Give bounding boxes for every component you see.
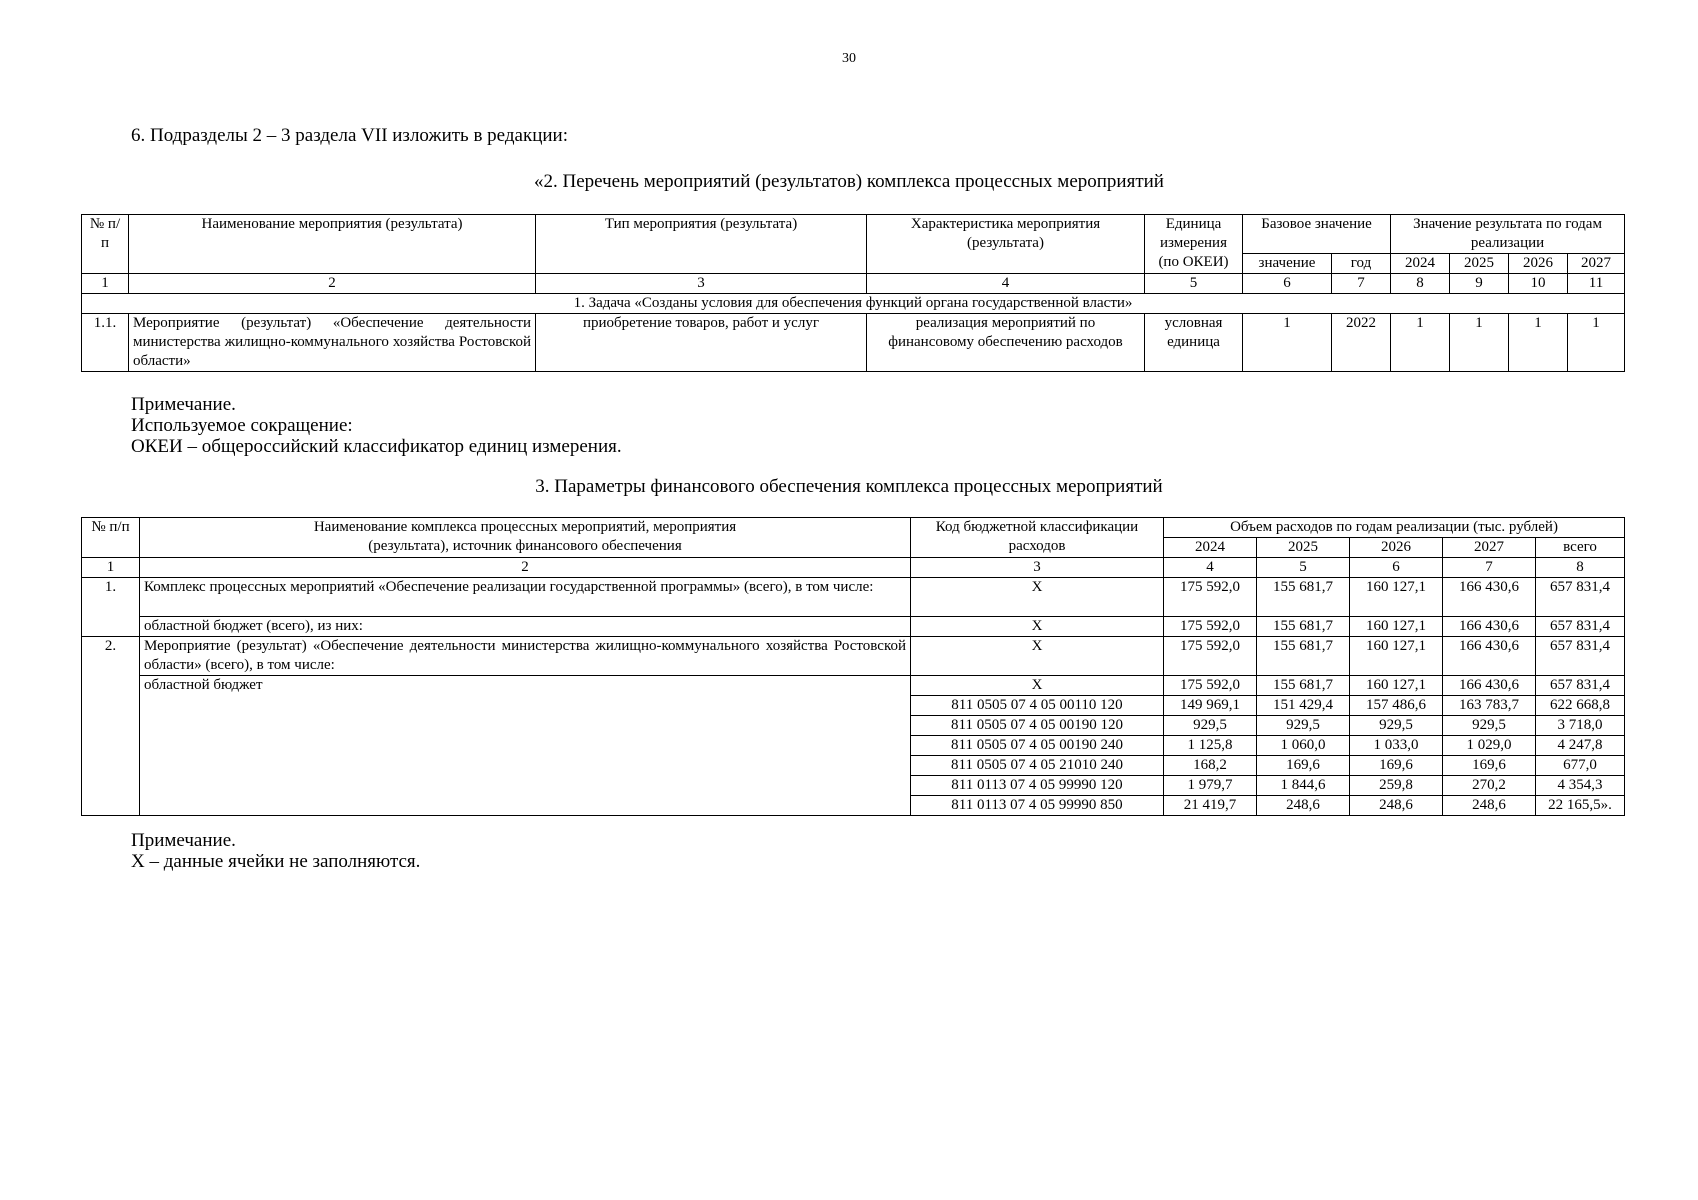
header-unit: Единица измерения (по ОКЕИ) <box>1145 215 1243 274</box>
value-2026: 929,5 <box>1350 716 1443 736</box>
value-2026: 157 486,6 <box>1350 696 1443 716</box>
value-2024: 168,2 <box>1164 756 1257 776</box>
col-number: 6 <box>1243 274 1332 294</box>
header-num: № п/п <box>82 518 140 558</box>
group2-sub-name: областной бюджет <box>140 676 911 816</box>
row-character: реализация мероприятий по финансовому обеспечению расходов <box>867 314 1145 372</box>
budget-code: X <box>911 676 1164 696</box>
header-base-year: год <box>1332 254 1391 274</box>
section3-title: 3. Параметры финансового обеспечения комплекса процессных мероприятий <box>535 476 1163 497</box>
col-number: 1 <box>82 274 129 294</box>
value-2024: 1 979,7 <box>1164 776 1257 796</box>
note2-line1: X – данные ячейки не заполняются. <box>131 851 421 872</box>
page-number: 30 <box>842 51 856 66</box>
value-2027: 248,6 <box>1443 796 1536 816</box>
group1-sub-name: областной бюджет (всего), из них: <box>140 617 911 637</box>
table-row <box>82 617 1625 637</box>
row-name: Мероприятие (результат) «Обеспечение деятельности министерства жилищно-коммунального хозяйства Ростовской области» <box>129 314 536 372</box>
col-number: 2 <box>129 274 536 294</box>
budget-code: 811 0505 07 4 05 00190 240 <box>911 736 1164 756</box>
row-2027: 1 <box>1568 314 1625 372</box>
group2-code: X <box>911 637 1164 676</box>
value-2024: 149 969,1 <box>1164 696 1257 716</box>
col-number: 7 <box>1332 274 1391 294</box>
header-name: Наименование комплекса процессных мероприятий, мероприятия (результата), источник финансового обеспечения <box>140 518 911 558</box>
header-year-2024: 2024 <box>1391 254 1450 274</box>
header-total: всего <box>1536 538 1625 558</box>
value-2027: 163 783,7 <box>1443 696 1536 716</box>
task-row: 1. Задача «Созданы условия для обеспечения функций органа государственной власти» <box>82 294 1625 314</box>
activities-table <box>81 214 1625 372</box>
value-2024: 175 592,0 <box>1164 676 1257 696</box>
header-year-2027: 2027 <box>1568 254 1625 274</box>
group1-sub-2027: 166 430,6 <box>1443 617 1536 637</box>
value-total: 4 247,8 <box>1536 736 1625 756</box>
group2-2024: 175 592,0 <box>1164 637 1257 676</box>
header-year-2027: 2027 <box>1443 538 1536 558</box>
col-number: 8 <box>1536 558 1625 578</box>
header-name: Наименование мероприятия (результата) <box>129 215 536 274</box>
value-2026: 169,6 <box>1350 756 1443 776</box>
value-2026: 259,8 <box>1350 776 1443 796</box>
group1-sub-total: 657 831,4 <box>1536 617 1625 637</box>
table-row <box>82 637 1625 676</box>
table-row <box>82 314 1625 372</box>
value-2024: 1 125,8 <box>1164 736 1257 756</box>
header-year-2026: 2026 <box>1509 254 1568 274</box>
budget-code: 811 0113 07 4 05 99990 850 <box>911 796 1164 816</box>
col-number: 9 <box>1450 274 1509 294</box>
value-total: 22 165,5». <box>1536 796 1625 816</box>
budget-code: 811 0113 07 4 05 99990 120 <box>911 776 1164 796</box>
value-2024: 929,5 <box>1164 716 1257 736</box>
col-number: 1 <box>82 558 140 578</box>
intro-paragraph: 6. Подразделы 2 – 3 раздела VII изложить в редакции: <box>131 125 568 146</box>
group1-name: Комплекс процессных мероприятий «Обеспечение реализации государственной программы» (всего), в том числе: <box>140 578 911 617</box>
header-year-2026: 2026 <box>1350 538 1443 558</box>
budget-code: 811 0505 07 4 05 00110 120 <box>911 696 1164 716</box>
value-total: 677,0 <box>1536 756 1625 776</box>
value-2026: 160 127,1 <box>1350 676 1443 696</box>
value-2024: 21 419,7 <box>1164 796 1257 816</box>
group1-num: 1. <box>82 578 140 637</box>
group1-2026: 160 127,1 <box>1350 578 1443 617</box>
col-number: 5 <box>1257 558 1350 578</box>
value-total: 657 831,4 <box>1536 676 1625 696</box>
header-base: Базовое значение <box>1243 215 1391 254</box>
value-2026: 248,6 <box>1350 796 1443 816</box>
value-2027: 1 029,0 <box>1443 736 1536 756</box>
budget-code: 811 0505 07 4 05 00190 120 <box>911 716 1164 736</box>
group2-total: 657 831,4 <box>1536 637 1625 676</box>
header-volume: Объем расходов по годам реализации (тыс. рублей) <box>1164 518 1625 538</box>
col-number: 5 <box>1145 274 1243 294</box>
table-row <box>82 578 1625 617</box>
note1-line2: ОКЕИ – общероссийский классификатор единиц измерения. <box>131 436 622 457</box>
header-type: Тип мероприятия (результата) <box>536 215 867 274</box>
header-year-2025: 2025 <box>1450 254 1509 274</box>
value-2027: 270,2 <box>1443 776 1536 796</box>
value-2025: 169,6 <box>1257 756 1350 776</box>
finance-table <box>81 517 1625 816</box>
header-base-value: значение <box>1243 254 1332 274</box>
value-2025: 151 429,4 <box>1257 696 1350 716</box>
table-row <box>82 676 1625 696</box>
value-2025: 248,6 <box>1257 796 1350 816</box>
value-total: 622 668,8 <box>1536 696 1625 716</box>
group1-total: 657 831,4 <box>1536 578 1625 617</box>
col-number: 7 <box>1443 558 1536 578</box>
note2-title: Примечание. <box>131 830 236 851</box>
note1-line1: Используемое сокращение: <box>131 415 353 436</box>
section2-title: «2. Перечень мероприятий (результатов) комплекса процессных мероприятий <box>534 171 1164 192</box>
row-2025: 1 <box>1450 314 1509 372</box>
col-number: 8 <box>1391 274 1450 294</box>
row-2026: 1 <box>1509 314 1568 372</box>
value-2026: 1 033,0 <box>1350 736 1443 756</box>
group2-2026: 160 127,1 <box>1350 637 1443 676</box>
col-number: 4 <box>1164 558 1257 578</box>
col-number: 11 <box>1568 274 1625 294</box>
value-2025: 1 060,0 <box>1257 736 1350 756</box>
value-2025: 155 681,7 <box>1257 676 1350 696</box>
header-year-2024: 2024 <box>1164 538 1257 558</box>
header-num: № п/п <box>82 215 129 274</box>
group1-2027: 166 430,6 <box>1443 578 1536 617</box>
value-2025: 929,5 <box>1257 716 1350 736</box>
header-code: Код бюджетной классификации расходов <box>911 518 1164 558</box>
row-type: приобретение товаров, работ и услуг <box>536 314 867 372</box>
header-result: Значение результата по годам реализации <box>1391 215 1625 254</box>
group2-name: Мероприятие (результат) «Обеспечение деятельности министерства жилищно-коммунального хозяйства Ростовской области» (всего), в том числе: <box>140 637 911 676</box>
row-base-value: 1 <box>1243 314 1332 372</box>
value-total: 3 718,0 <box>1536 716 1625 736</box>
budget-code: 811 0505 07 4 05 21010 240 <box>911 756 1164 776</box>
row-base-year: 2022 <box>1332 314 1391 372</box>
header-year-2025: 2025 <box>1257 538 1350 558</box>
col-number: 6 <box>1350 558 1443 578</box>
group2-num: 2. <box>82 637 140 816</box>
group1-sub-2024: 175 592,0 <box>1164 617 1257 637</box>
group1-sub-2025: 155 681,7 <box>1257 617 1350 637</box>
value-2025: 1 844,6 <box>1257 776 1350 796</box>
row-unit: условная единица <box>1145 314 1243 372</box>
col-number: 3 <box>536 274 867 294</box>
group1-code: X <box>911 578 1164 617</box>
value-2027: 169,6 <box>1443 756 1536 776</box>
column-numbers-row <box>82 558 1625 578</box>
row-num: 1.1. <box>82 314 129 372</box>
header-character: Характеристика мероприятия (результата) <box>867 215 1145 274</box>
group1-sub-code: X <box>911 617 1164 637</box>
value-2027: 166 430,6 <box>1443 676 1536 696</box>
col-number: 10 <box>1509 274 1568 294</box>
group2-2025: 155 681,7 <box>1257 637 1350 676</box>
group1-2024: 175 592,0 <box>1164 578 1257 617</box>
group1-2025: 155 681,7 <box>1257 578 1350 617</box>
value-total: 4 354,3 <box>1536 776 1625 796</box>
group2-2027: 166 430,6 <box>1443 637 1536 676</box>
group1-sub-2026: 160 127,1 <box>1350 617 1443 637</box>
col-number: 2 <box>140 558 911 578</box>
value-2027: 929,5 <box>1443 716 1536 736</box>
col-number: 3 <box>911 558 1164 578</box>
note1-title: Примечание. <box>131 394 236 415</box>
col-number: 4 <box>867 274 1145 294</box>
column-numbers-row <box>82 274 1625 294</box>
row-2024: 1 <box>1391 314 1450 372</box>
